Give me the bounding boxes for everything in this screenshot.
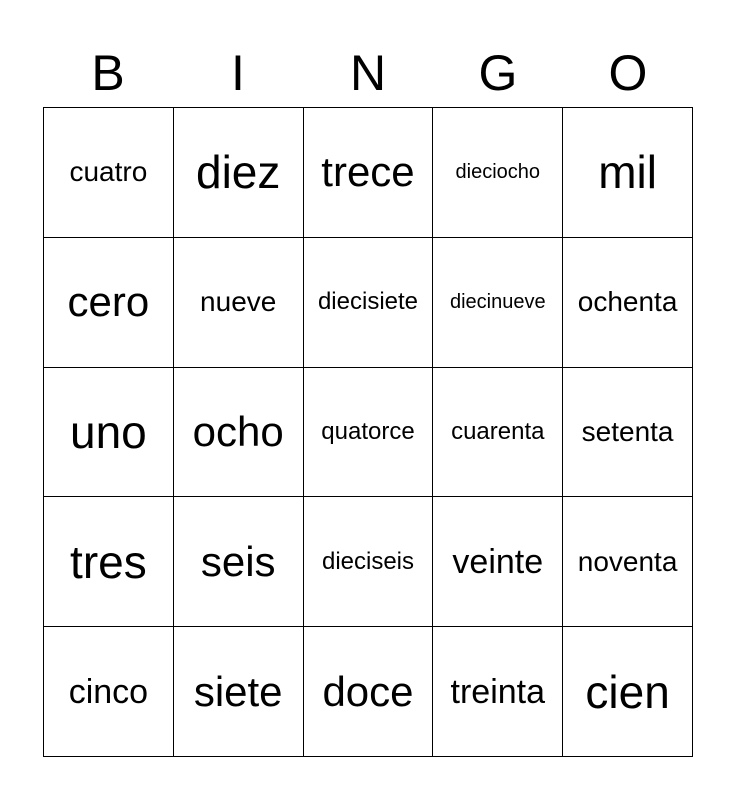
bingo-cell[interactable]: dieciocho <box>433 108 563 238</box>
bingo-cell[interactable]: dieciseis <box>304 497 434 627</box>
bingo-cell[interactable]: doce <box>304 627 434 757</box>
bingo-header <box>43 40 693 106</box>
bingo-cell[interactable]: setenta <box>563 368 693 498</box>
header-letter-b: B <box>91 45 125 101</box>
bingo-cell[interactable]: trece <box>304 108 434 238</box>
header-letter-n: N <box>349 45 387 101</box>
bingo-cell[interactable]: ocho <box>174 368 304 498</box>
bingo-cell[interactable]: diecisiete <box>304 238 434 368</box>
bingo-cell[interactable]: cuatro <box>44 108 174 238</box>
bingo-cell[interactable]: nueve <box>174 238 304 368</box>
header-letter-i: I <box>231 45 245 101</box>
header-letter-o: O <box>608 45 648 101</box>
bingo-cell[interactable]: diez <box>174 108 304 238</box>
bingo-cell[interactable]: noventa <box>563 497 693 627</box>
bingo-card-grid <box>43 107 693 757</box>
bingo-cell[interactable]: tres <box>44 497 174 627</box>
bingo-cell[interactable]: siete <box>174 627 304 757</box>
bingo-cell[interactable]: uno <box>44 368 174 498</box>
bingo-cell[interactable]: seis <box>174 497 304 627</box>
bingo-cell[interactable]: cinco <box>44 627 174 757</box>
header-letter-g: G <box>478 45 518 101</box>
bingo-cell[interactable]: cien <box>563 627 693 757</box>
bingo-cell[interactable]: cero <box>44 238 174 368</box>
bingo-cell[interactable]: veinte <box>433 497 563 627</box>
bingo-cell[interactable]: cuarenta <box>433 368 563 498</box>
bingo-cell[interactable]: mil <box>563 108 693 238</box>
bingo-cell[interactable]: diecinueve <box>433 238 563 368</box>
bingo-cell[interactable]: quatorce <box>304 368 434 498</box>
bingo-cell[interactable]: treinta <box>433 627 563 757</box>
bingo-cell[interactable]: ochenta <box>563 238 693 368</box>
